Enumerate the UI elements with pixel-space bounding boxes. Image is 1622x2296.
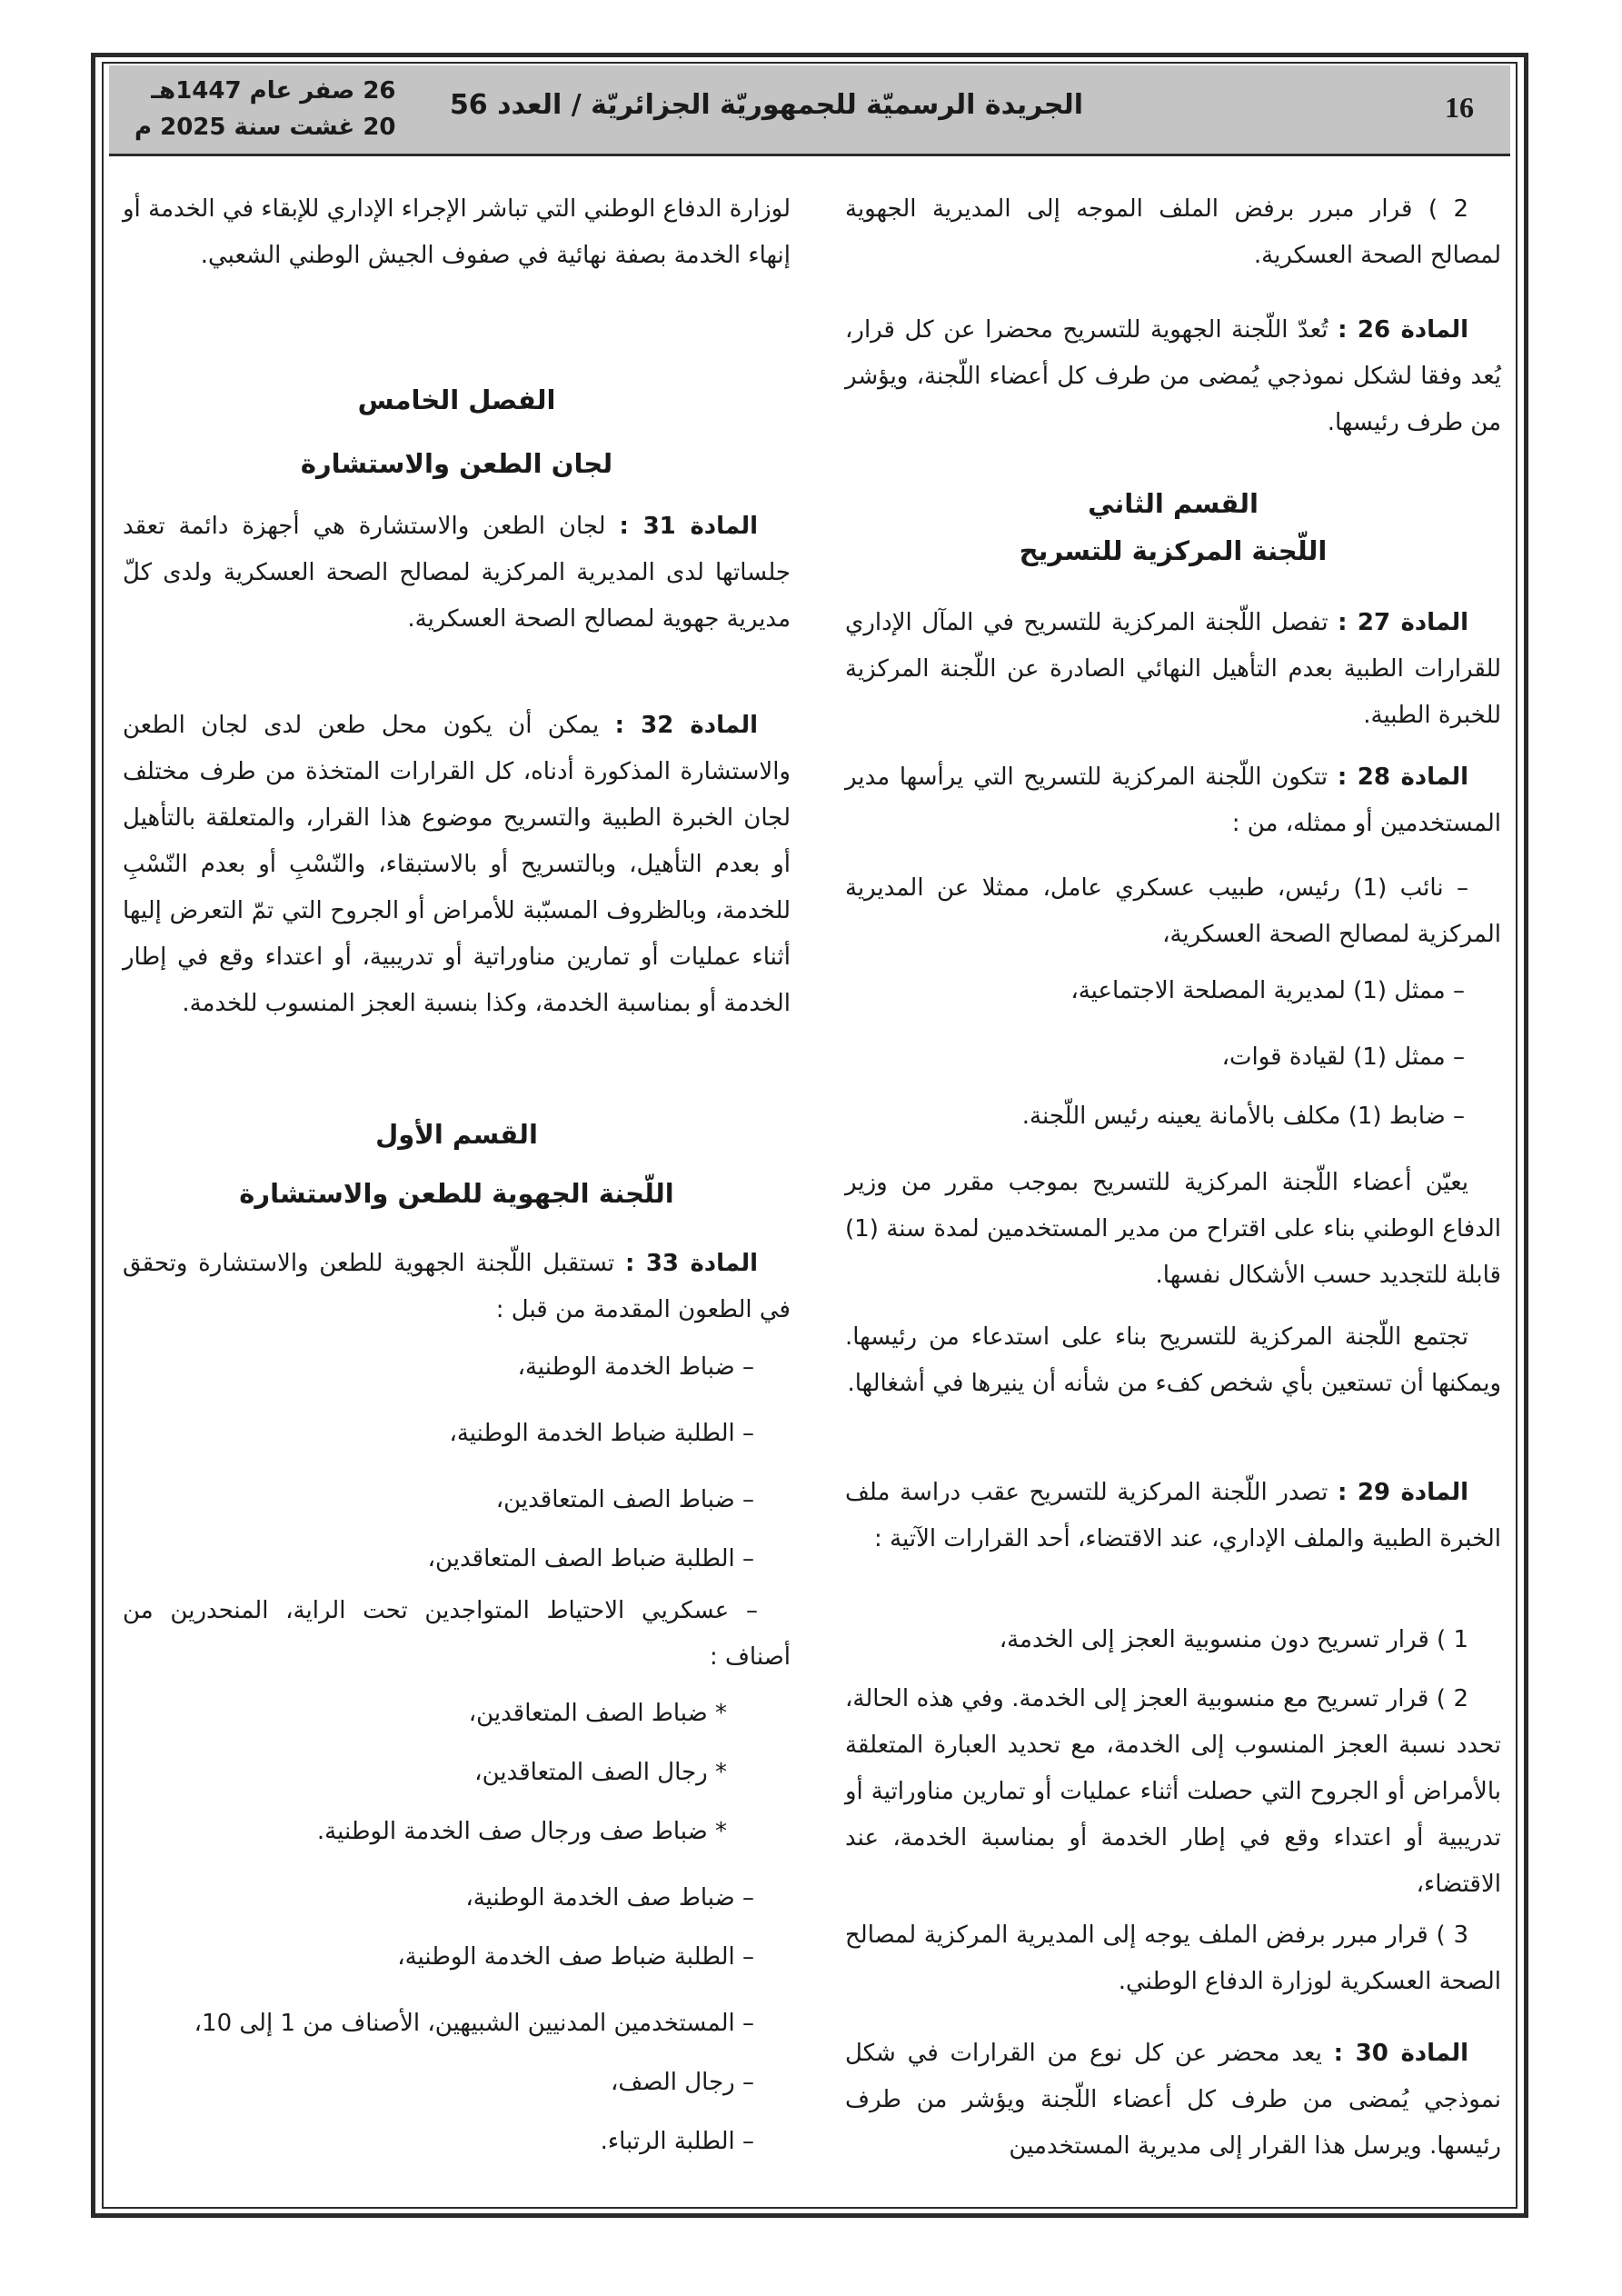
section-title: اللّجنة الجهوية للطعن والاستشارة bbox=[239, 1178, 674, 1209]
list-item: – ضابط (1) مكلف بالأمانة يعينه رئيس اللّجنة. bbox=[1021, 1103, 1465, 1130]
article-26 bbox=[845, 307, 1501, 446]
paragraph: لوزارة الدفاع الوطني التي تباشر الإجراء الإداري للإبقاء في الخدمة أو إنهاء الخدمة بصفة نهائية في صفوف الجيش الوطني الشعبي. bbox=[123, 195, 791, 269]
article-label: المادة 27 : bbox=[1338, 609, 1469, 636]
section-heading: القسم الثاني bbox=[1088, 488, 1259, 519]
article-label: المادة 30 : bbox=[1333, 2040, 1468, 2067]
chapter-title: لجان الطعن والاستشارة bbox=[300, 448, 613, 479]
section-title: اللّجنة المركزية للتسريح bbox=[1019, 535, 1328, 566]
article-33 bbox=[123, 1241, 791, 1333]
list-item: – نائب (1) رئيس، طبيب عسكري عامل، ممثلا عن المديرية المركزية لمصالح الصحة العسكرية، bbox=[845, 874, 1501, 948]
list-item: – رجال الصف، bbox=[611, 2069, 754, 2096]
article-text: تصدر اللّجنة المركزية للتسريح عقب دراسة ملف الخبرة الطبية والملف الإداري، عند الاقتضاء، أحد القرارات الآتية : bbox=[845, 1479, 1501, 1552]
list-item: – ضباط صف الخدمة الوطنية، bbox=[465, 1884, 754, 1912]
issue-date bbox=[134, 73, 396, 145]
article-28 bbox=[845, 754, 1501, 847]
article-label: المادة 26 : bbox=[1338, 316, 1469, 344]
paragraph: تجتمع اللّجنة المركزية للتسريح بناء على استدعاء من رئيسها. ويمكنها أن تستعين بأي شخص كفء من شأنه أن ينيرها في أشغالها. bbox=[845, 1323, 1501, 1397]
article-label: المادة 32 : bbox=[614, 712, 758, 739]
page-header bbox=[109, 65, 1510, 156]
article-text: لجان الطعن والاستشارة هي أجهزة دائمة تعقد جلساتها لدى المديرية المركزية لمصالح الصحة العسكرية ولدى كلّ مديرية جهوية لمصالح الصحة العسكرية. bbox=[123, 513, 791, 633]
article-label: المادة 29 : bbox=[1337, 1479, 1468, 1506]
date-gregorian: 20 غشت سنة 2025 م bbox=[134, 114, 396, 141]
article-label: المادة 28 : bbox=[1337, 764, 1469, 791]
article-text: يعد محضر عن كل نوع من القرارات في شكل نموذجي يُمضى من طرف كل أعضاء اللّجنة ويؤشر من طرف رئيسها. ويرسل هذا القرار إلى مديرية المستخدمين bbox=[845, 2040, 1501, 2160]
list-item: – الطلبة ضباط الخدمة الوطنية، bbox=[449, 1420, 754, 1447]
page-number: 16 bbox=[1445, 91, 1474, 124]
list-item: * رجال الصف المتعاقدين، bbox=[474, 1759, 727, 1786]
gazette-title: الجريدة الرسميّة للجمهوريّة الجزائريّة / العدد 56 bbox=[449, 89, 1083, 121]
list-item: – عسكريي الاحتياط المتواجدين تحت الراية، المنحدرين من أصناف : bbox=[123, 1597, 791, 1671]
article-label: المادة 31 : bbox=[619, 513, 758, 540]
article-27 bbox=[845, 600, 1501, 739]
article-text: تتكون اللّجنة المركزية للتسريح التي يرأسها مدير المستخدمين أو ممثله، من : bbox=[845, 764, 1501, 837]
list-item: – ضباط الخدمة الوطنية، bbox=[517, 1353, 754, 1381]
chapter-heading: الفصل الخامس bbox=[357, 384, 556, 415]
list-item: – الطلبة ضباط صف الخدمة الوطنية، bbox=[397, 1943, 754, 1971]
list-item: * ضباط الصف المتعاقدين، bbox=[468, 1700, 727, 1727]
list-item: – المستخدمين المدنيين الشبيهين، الأصناف من 1 إلى 10، bbox=[194, 2010, 754, 2037]
article-30 bbox=[845, 2031, 1501, 2170]
list-item: – ضباط الصف المتعاقدين، bbox=[495, 1486, 754, 1513]
list-item: – ممثل (1) لقيادة قوات، bbox=[1221, 1043, 1465, 1071]
article-text: تُعدّ اللّجنة الجهوية للتسريح محضرا عن كل قرار، يُعد وفقا لشكل نموذجي يُمضى من طرف كل أعضاء اللّجنة، ويؤشر من طرف رئيسها. bbox=[845, 316, 1501, 436]
article-label: المادة 33 : bbox=[624, 1250, 759, 1277]
section-heading: القسم الأول bbox=[375, 1119, 538, 1150]
article-29 bbox=[845, 1470, 1501, 1562]
paragraph: 2 ) قرار مبرر برفض الملف الموجه إلى المديرية الجهوية لمصالح الصحة العسكرية. bbox=[845, 195, 1501, 269]
list-item: * ضباط صف ورجال صف الخدمة الوطنية. bbox=[316, 1818, 727, 1845]
article-32 bbox=[123, 703, 791, 1027]
list-item: – الطلبة الرتباء. bbox=[600, 2128, 754, 2155]
date-hijri: 26 صفر عام 1447هـ bbox=[151, 77, 396, 105]
article-text: يمكن أن يكون محل طعن لدى لجان الطعن والاستشارة المذكورة أدناه، كل القرارات المتخذة من طرف مختلف لجان الخبرة الطبية والتسريح موضوع هذا القرار، والمتعلقة بالتأهيل أو بعدم التأهيل، وبالتسريح أو بالاستبقاء، والنّسْبِ أو بعدم النّسْبِ للخدمة، وبالظروف المسبّبة للأمراض أو الجروح التي تمّ التعرض إليها أثناء عمليات أو تمارين مناوراتية أو تدريبية، أو اعتداء وقع في إطار الخدمة أو بمناسبة الخدمة، وكذا بنسبة العجز المنسوب للخدمة. bbox=[123, 712, 791, 1017]
list-item: – الطلبة ضباط الصف المتعاقدين، bbox=[427, 1545, 754, 1572]
list-item: – ممثل (1) لمديرية المصلحة الاجتماعية، bbox=[1070, 977, 1465, 1004]
article-31 bbox=[123, 504, 791, 643]
paragraph: يعيّن أعضاء اللّجنة المركزية للتسريح بموجب مقرر من وزير الدفاع الوطني بناء على اقتراح من مدير المستخدمين لمدة سنة (1) قابلة للتجديد حسب الأشكال نفسها. bbox=[845, 1169, 1501, 1289]
list-item: 3 ) قرار مبرر برفض الملف يوجه إلى المديرية المركزية لمصالح الصحة العسكرية لوزارة الدفاع الوطني. bbox=[845, 1922, 1501, 1995]
article-text: تفصل اللّجنة المركزية للتسريح في المآل الإداري للقرارات الطبية بعدم التأهيل النهائي الصادرة عن اللّجنة المركزية للخبرة الطبية. bbox=[845, 609, 1501, 729]
list-item: 1 ) قرار تسريح دون منسوبية العجز إلى الخدمة، bbox=[999, 1626, 1468, 1653]
list-item: 2 ) قرار تسريح مع منسوبية العجز إلى الخدمة. وفي هذه الحالة، تحدد نسبة العجز المنسوب إلى الخدمة، مع تحديد العبارة المتعلقة بالأمراض أو الجروح التي حصلت أثناء عمليات أو تمارين مناوراتية أو تدريبية أو اعتداء وقع في إطار الخدمة أو بمناسبة الخدمة، عند الاقتضاء، bbox=[845, 1685, 1501, 1898]
article-text: تستقبل اللّجنة الجهوية للطعن والاستشارة وتحقق في الطعون المقدمة من قبل : bbox=[123, 1250, 791, 1323]
